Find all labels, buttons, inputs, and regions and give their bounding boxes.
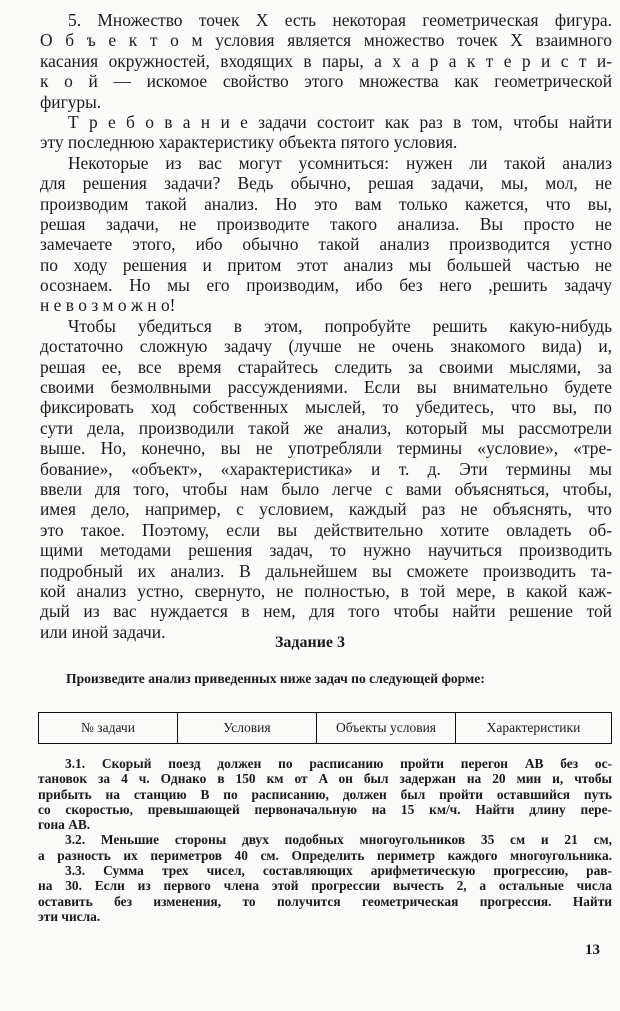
task-line: а разность их периметров 40 см. Определить периметр каждого многоугольника. xyxy=(38,847,612,863)
page-number: 13 xyxy=(585,942,600,958)
text-line: Т р е б о в а н и е задачи состоит как раз в том, чтобы найти xyxy=(68,111,612,132)
text-line: касания окружностей, входящих в пары, а х а р а к т е р и с т и- xyxy=(40,50,612,71)
text-line: осознаем. Но мы его производим, ибо без него ,решить задачу xyxy=(40,275,612,296)
header-task-number: № задачи xyxy=(39,713,178,744)
section-instruction: Произведите анализ приведенных ниже задач по следующей форме: xyxy=(66,671,485,686)
text-line: решая задачи, не производите такого анализа. Вы просто не xyxy=(40,213,612,234)
task-line: 3.3. Сумма трех чисел, составляющих арифметическую прогрессию, рав- xyxy=(65,863,612,879)
text-line: это такое. Поэтому, если вы действительно хотите овладеть об- xyxy=(40,519,612,540)
analysis-form-table xyxy=(38,712,612,744)
text-line: по ходу решения и притом этот анализ мы большей частью не xyxy=(40,254,612,275)
task-line: на 30. Если из первого члена этой прогрессии вычесть 2, а остальные числа xyxy=(38,878,612,894)
text-line: эту последнюю характеристику объекта пятого условия. xyxy=(40,132,458,153)
text-line: или иной задачи. xyxy=(40,621,166,642)
task-line: со скоростью, превышающей первоначальную на 15 км/ч. Найти длину пере- xyxy=(38,801,612,817)
task-line: эти числа. xyxy=(38,908,101,924)
text-line: достаточно сложную задачу (лучше не очень знакомого вида) и, xyxy=(40,336,612,357)
text-line: дый из вас нуждается в нем, для того чтобы найти решение той xyxy=(40,601,612,622)
task-list xyxy=(38,756,612,924)
text-line: сути дела, производили такой же анализ, который мы рассмотрели xyxy=(40,417,612,438)
table-header-row xyxy=(39,713,612,744)
text-line: своими безмолвными рассуждениями. Если вы внимательно будете xyxy=(40,377,612,398)
text-line: выше. Но, конечно, вы не употребляли термины «условие», «тре- xyxy=(40,438,612,459)
text-line: подробный их анализ. В дальнейшем вы сможете производить та- xyxy=(40,560,612,581)
text-line: замечаете этого, ибо обычно такой анализ производится устно xyxy=(40,234,612,255)
task-line: тановок за 4 ч. Однако в 150 км от A он был задержан на 20 мин и, чтобы xyxy=(38,771,612,787)
text-line: кой анализ устно, свернуто, не полностью, в той мере, в какой каж- xyxy=(40,580,612,601)
header-conditions: Условия xyxy=(178,713,317,744)
text-line: Некоторые из вас могут усомниться: нужен ли такой анализ xyxy=(68,152,612,173)
task-line: гона AB. xyxy=(38,817,91,833)
text-line: фиксировать ход собственных мыслей, то убедитесь, что вы, по xyxy=(40,397,612,418)
text-line: для решения задачи? Ведь обычно, решая задачи, мы, мол, не xyxy=(40,173,612,194)
task-line: прибыть на станцию B по расписанию, должен был пройти оставшийся путь xyxy=(38,786,612,802)
text-line: производим такой анализ. Но это вам только кажется, что вы, xyxy=(40,193,612,214)
text-line: щими методами решения задач, то нужно научиться производить xyxy=(40,540,612,561)
text-line: 5. Множество точек X есть некоторая геометрическая фигура. xyxy=(68,10,612,30)
task-line: 3.1. Скорый поезд должен по расписанию пройти перегон AB без ос- xyxy=(65,756,612,771)
text-line: фигуры. xyxy=(40,91,102,112)
body-text xyxy=(40,10,612,642)
task-line: оставить без изменения, то получится геометрическая прогрессия. Найти xyxy=(38,893,612,909)
section-heading: Задание 3 xyxy=(274,634,346,651)
text-line: решая ее, все время старайтесь следить за своими мыслями, за xyxy=(40,356,612,377)
text-line: Чтобы убедиться в этом, попробуйте решить какую-нибудь xyxy=(68,315,612,336)
text-line: бование», «объект», «характеристика» и т. д. Эти термины мы xyxy=(40,458,612,479)
task-line: 3.2. Меньшие стороны двух подобных многоугольников 35 см и 21 см, xyxy=(65,832,612,848)
header-condition-objects: Объекты условия xyxy=(317,713,456,744)
text-line: н е в о з м о ж н о! xyxy=(40,295,176,316)
text-line: ввели для того, чтобы нам было легче с вами объясняться, чтобы, xyxy=(40,478,612,499)
text-line: имея дело, например, с условием, каждый раз не объяснять, что xyxy=(40,499,612,520)
text-line: О б ъ е к т о м условия является множество точек X взаимного xyxy=(40,30,612,51)
header-characteristics: Характеристики xyxy=(456,713,612,744)
text-line: к о й — искомое свойство этого множества как геометрической xyxy=(40,71,612,92)
